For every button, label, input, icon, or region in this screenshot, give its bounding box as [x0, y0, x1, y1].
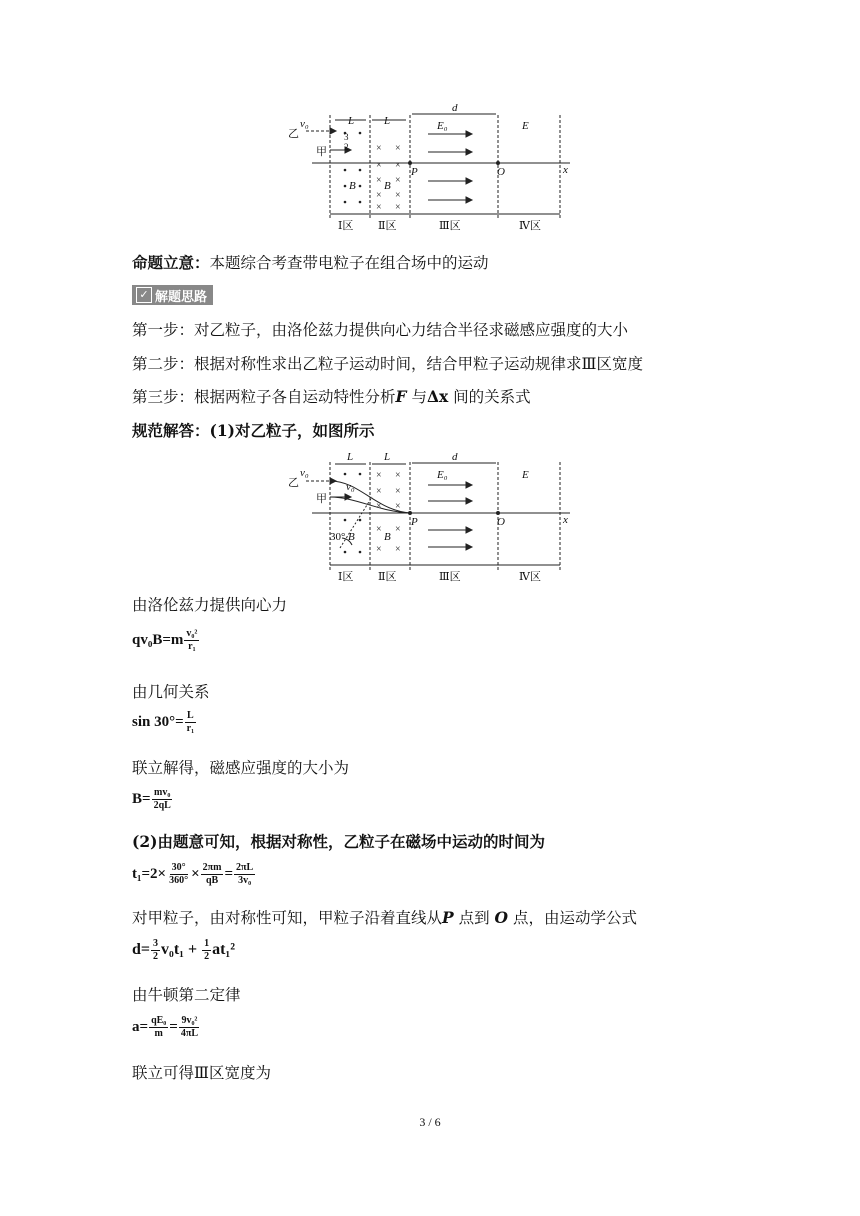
frac-num: 3	[344, 132, 349, 142]
P-label: P	[411, 166, 418, 178]
equation-5	[132, 938, 235, 963]
fig2-E-label: E	[522, 469, 529, 481]
E0-label: E₀	[437, 120, 448, 132]
jia-P: P	[442, 908, 454, 927]
svg-text:×: ×	[376, 143, 382, 154]
eq4-frac-1	[167, 862, 190, 887]
zone-1-label: Ⅰ区	[338, 220, 354, 232]
zone-2-label: Ⅱ区	[378, 220, 397, 232]
fig2-x-axis-label: x	[563, 514, 568, 526]
jia-O: O	[494, 908, 509, 927]
eq3-num: mv₀	[154, 787, 171, 798]
svg-text:×: ×	[376, 486, 382, 497]
jia-label: 甲	[316, 146, 327, 158]
eq6-n1: qE₀	[151, 1015, 167, 1026]
equation-4	[132, 862, 256, 887]
eq1-den: r₁	[188, 641, 196, 652]
fig2-zone-2-label: Ⅱ区	[378, 571, 397, 583]
eq4-n3: 2πL	[236, 862, 254, 873]
svg-text:×: ×	[395, 143, 401, 154]
fig2-B-label-1: B	[348, 531, 355, 543]
svg-text:×: ×	[395, 524, 401, 535]
tag-label: 解题思路	[155, 289, 208, 305]
B-label-1: B	[349, 180, 356, 192]
v0-label: v₀	[300, 118, 309, 130]
eq1-num: v₀²	[186, 628, 198, 639]
newton-line: 由牛顿第二定律	[132, 986, 241, 1004]
svg-text:×: ×	[395, 202, 401, 213]
eq6-n2: 9v₀²	[181, 1015, 198, 1026]
zone-4-label: Ⅳ区	[519, 220, 541, 232]
svg-text:×: ×	[395, 501, 401, 512]
eq6-d1: m	[154, 1028, 163, 1039]
jia-motion-a: 对甲粒子，由对称性可知，甲粒子沿着直线从	[132, 909, 443, 927]
svg-text:×: ×	[395, 190, 401, 201]
step-3-text-a: 第三步：根据两粒子各自运动特性分析	[132, 388, 396, 406]
eq6-frac-1	[149, 1015, 168, 1040]
eq2-lhs: sin 30°=	[132, 713, 184, 730]
eq5-tail: at₁²	[212, 941, 235, 959]
fig2-L-label-2: L	[384, 451, 391, 463]
fig2-O-label: O	[497, 516, 505, 528]
svg-text:×: ×	[376, 524, 382, 535]
step-3-text-b: 与	[406, 388, 427, 406]
fig2-E0-label: E₀	[437, 469, 448, 481]
svg-text:×: ×	[376, 544, 382, 555]
width-3-line: 联立可得Ⅲ区宽度为	[132, 1064, 271, 1082]
fig2-P-label: P	[411, 516, 418, 528]
eq1-frac	[184, 628, 199, 653]
svg-text:×: ×	[376, 175, 382, 186]
eq5-frac-2	[202, 938, 211, 963]
jia-motion-line	[132, 906, 637, 928]
eq5-mid: v₀t₁ +	[161, 941, 202, 959]
intent-label: 命题立意：	[132, 253, 210, 272]
svg-text:×: ×	[376, 501, 382, 512]
svg-text:×: ×	[376, 190, 382, 201]
eq5-lhs: d=	[132, 941, 151, 959]
eq6-eq: =	[169, 1018, 178, 1035]
E-label: E	[522, 120, 529, 132]
eq5-n1: 3	[153, 938, 159, 949]
equation-6	[132, 1015, 201, 1040]
eq5-n2: 1	[204, 938, 210, 949]
d-label: d	[452, 102, 458, 114]
eq4-d3: 3v₀	[238, 875, 252, 886]
answer-part-1: (1)对乙粒子，如图所示	[209, 421, 375, 440]
eq6-frac-2	[179, 1015, 200, 1040]
frac-den: 2	[344, 142, 349, 152]
yi-label: 乙	[288, 128, 299, 140]
step-3-text-c: 间的关系式	[448, 388, 531, 406]
equation-3	[132, 787, 174, 812]
step-2: 第二步：根据对称性求出乙粒子运动时间，结合甲粒子运动规律求Ⅲ区宽度	[132, 355, 643, 373]
svg-text:×: ×	[395, 160, 401, 171]
jia-motion-c: 点，由运动学公式	[508, 909, 637, 927]
lorentz-line: 由洛伦兹力提供向心力	[132, 596, 288, 614]
fig2-L-label-1: L	[347, 451, 354, 463]
eq4-lhs: t₁=2×	[132, 865, 167, 882]
eq1-lhs: qv₀B=m	[132, 631, 184, 648]
eq4-n2: 2πm	[202, 862, 222, 873]
equation-1	[132, 628, 200, 653]
eq4-frac-3	[234, 862, 255, 887]
eq4-d2: qB	[205, 875, 219, 886]
svg-text:×: ×	[376, 160, 382, 171]
fig2-B-label-2: B	[384, 531, 391, 543]
solve-b-line: 联立解得，磁感应强度的大小为	[132, 759, 350, 777]
eq3-lhs: B=	[132, 790, 151, 807]
eq4-times: ×	[191, 865, 200, 882]
jia-motion-b: 点到	[453, 909, 495, 927]
eq5-frac-1	[151, 938, 160, 963]
step-3-dx: Δx	[426, 387, 449, 406]
geometry-line: 由几何关系	[132, 683, 210, 701]
eq6-lhs: a=	[132, 1018, 149, 1035]
eq4-eq: =	[224, 865, 234, 882]
svg-text:×: ×	[395, 175, 401, 186]
part-2-line: (2)由题意可知，根据对称性，乙粒子在磁场中运动的时间为	[132, 832, 545, 851]
eq2-den: r₁	[186, 723, 195, 734]
L-label-2: L	[384, 115, 391, 127]
fig2-angle-label: 30°	[330, 531, 346, 543]
eq3-den: 2qL	[153, 800, 171, 811]
svg-text:×: ×	[376, 470, 382, 481]
eq3-frac	[152, 787, 173, 812]
equation-2	[132, 710, 197, 735]
fig2-zone-1-label: Ⅰ区	[338, 571, 354, 583]
intent-text: 本题综合考查带电粒子在组合场中的运动	[209, 254, 489, 272]
eq4-frac-2	[201, 862, 224, 887]
eq2-frac	[185, 710, 196, 735]
page-number: 3 / 6	[419, 1115, 441, 1129]
svg-text:×: ×	[395, 544, 401, 555]
fig2-zone-4-label: Ⅳ区	[519, 571, 541, 583]
fig2-jia-label: 甲	[316, 493, 327, 505]
fig2-yi-label: 乙	[288, 477, 299, 489]
svg-text:×: ×	[395, 486, 401, 497]
x-axis-label: x	[563, 164, 568, 176]
O-label: O	[497, 166, 505, 178]
fig2-zone-3-label: Ⅲ区	[439, 571, 461, 583]
step-3-F: F	[395, 387, 407, 406]
field-diagram-2	[0, 0, 860, 600]
zone-3-label: Ⅲ区	[439, 220, 461, 232]
fig2-d-label: d	[452, 451, 458, 463]
answer-label: 规范解答：	[132, 421, 210, 440]
eq5-d2: 2	[204, 951, 210, 962]
check-icon: ✓	[136, 287, 152, 303]
step-1: 第一步：对乙粒子，由洛伦兹力提供向心力结合半径求磁感应强度的大小	[132, 321, 629, 339]
eq4-n1: 30°	[171, 862, 186, 873]
eq2-num: L	[187, 710, 194, 721]
B-label-2: B	[384, 180, 391, 192]
L-label-1: L	[348, 115, 355, 127]
svg-text:×: ×	[376, 202, 382, 213]
eq5-d1: 2	[153, 951, 159, 962]
fig2-v0b-label: v₀	[346, 481, 355, 493]
eq4-d1: 360°	[169, 875, 189, 886]
eq6-d2: 4πL	[180, 1028, 199, 1039]
svg-text:×: ×	[395, 470, 401, 481]
fig2-v0-label: v₀	[300, 467, 309, 479]
